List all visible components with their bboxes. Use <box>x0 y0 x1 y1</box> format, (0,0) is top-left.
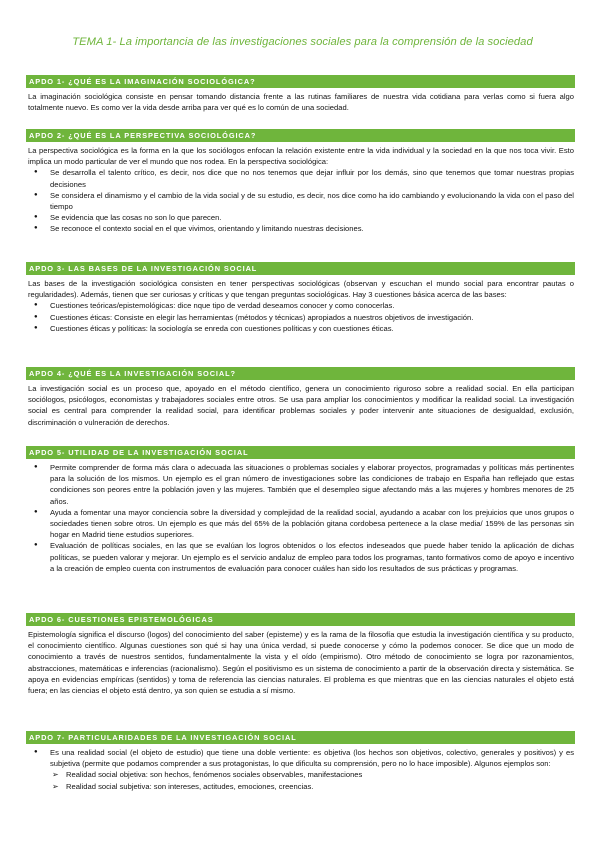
section-paragraph: La imaginación sociológica consiste en pensar tomando distancia frente a las rutinas familiares de nuestra vida cotidiana para verlas como si fuera algo totalmente nuevo. Es como ver la vida desde arriba para ver qué es lo común de una sociedad. <box>28 92 574 113</box>
section-heading-1: APDO 1- ¿QUÉ ES LA IMAGINACIÓN SOCIOLÓGICA? <box>26 75 575 88</box>
section-paragraph: Epistemología significa el discurso (logos) del conocimiento del saber (episteme) y es la rama de la filosofía que estudia la investigación científica y su producto, el conocimiento científico. Algunas cuestiones son qué si hay una única verdad, si puede conocerse y cómo la podemos conocer. Se dice que un modo de conocimiento a través de nuestros sentidos, fundamentalmente la vista y el oído (empirismo). Otro método de conocimiento se logra por razonamientos, abstracciones, matemáticas e inferencias (racionalismo). Según el positivismo es un sistema de conocimiento a partir de la observación directa y sistemática. Se apoya en evidencias empíricas (sentidos) y toma de referencia las ciencias naturales. El problema es que mientras que en las ciencias naturales el objeto está fuera; en las ciencias el objeto está dentro, ya son quien se estudia a sí mismo. <box>28 630 574 696</box>
document-title: TEMA 1- La importancia de las investigaciones sociales para la comprensión de la sociedad <box>72 36 533 48</box>
section-body-5 <box>28 462 574 574</box>
section-heading-3: APDO 3- LAS BASES DE LA INVESTIGACIÓN SOCIAL <box>26 262 575 275</box>
section-body-2 <box>28 145 574 235</box>
section-heading-4: APDO 4- ¿QUÉ ES LA INVESTIGACIÓN SOCIAL? <box>26 367 575 380</box>
section-heading-5: APDO 5- UTILIDAD DE LA INVESTIGACIÓN SOCIAL <box>26 446 575 459</box>
list-item: ● Se desarrolla el talento crítico, es decir, nos dice que no nos tenemos que dejar influir por los demás, sino que tenemos que tomar nuestras propias decisiones <box>28 167 574 189</box>
list-item: ● Permite comprender de forma más clara o adecuada las situaciones o problemas sociales y elaborar proyectos, programadas y políticas más pertinentes para la solución de los mismos. Un ejemplo es el gran número de investigaciones sobre las condiciones de trabajo en España han reflejado que estas condiciones son peores entre la población joven y las mujeres. También que el desempleo sigue afectando más a las mujeres y hombres menores de 25 años. <box>28 462 574 507</box>
list-item: ● Cuestiones teóricas/epistemológicas: dice nque tipo de verdad deseamos conocer y como conocerlas. <box>28 300 574 311</box>
list-item: ● Se evidencia que las cosas no son lo que parecen. <box>28 212 574 223</box>
section-paragraph: Las bases de la investigación sociológica consisten en tener perspectivas sociológicas (observan y escuchan el mundo social para encontrar pautas o regularidades). Además, tienen que ser curiosas y críticas y que tengan preguntas sociológicas. Hay 3 cuestiones básica acerca de las bases: <box>28 279 574 300</box>
bullet-list <box>28 462 574 574</box>
section-body-1 <box>28 91 574 113</box>
list-item: ● Es una realidad social (el objeto de estudio) que tiene una doble vertiente: es objetiva (los hechos son objetivos, colectivo, generales y positivos) y es subjetiva (permite que podamos comprender a sus protagonistas, lo que dificulta su comprensión, pero no lo hace imposible). Algunos ejemplos son: <box>28 747 574 769</box>
section-paragraph: La perspectiva sociológica es la forma en la que los sociólogos enfocan la relación existente entre la vida individual y la sociedad en la que nos toca vivir. Esto implica un modo particular de ver el mundo que nos rodea. En la perspectiva sociológica: <box>28 146 574 167</box>
list-item: ● Se reconoce el contexto social en el que vivimos, orientando y limitando nuestras decisiones. <box>28 223 574 234</box>
bullet-list <box>28 167 574 234</box>
section-heading-2: APDO 2- ¿QUÉ ES LA PERSPECTIVA SOCIOLÓGICA? <box>26 129 575 142</box>
bullet-list <box>28 747 574 792</box>
list-item: ● Se considera el dinamismo y el cambio de la vida social y de su estudio, es decir, nos dice como ha ido cambiando y evolucionando la vida con el paso del tiempo <box>28 190 574 212</box>
list-item: ● Evaluación de políticas sociales, en las que se evalúan los logros obtenidos o los efectos indeseados que puede haber tenido la aplicación de dichas políticas, se pueden valorar y mejorar. Un ejemplo es el servicio andaluz de empleo para todos los programas, tanto formativos como de apoyo e incentivo a la creación de empleo cuenta con instrumentos de evaluación para conocer cuáles han sido los resultados de sus prácticas y programas. <box>28 540 574 574</box>
section-paragraph: La investigación social es un proceso que, apoyado en el método científico, genera un conocimiento riguroso sobre a realidad social. En ella participan sociólogos, psicólogos, economistas y trabajadores sociales entre otros. Se usa para ampliar los conocimientos y modificar la realidad social. La investigación social es central para comprender la realidad social, para identificar problemas sociales y poder intervenir ante situaciones de desigualdad, exclusión, discriminación o vulneración de derechos. <box>28 384 574 427</box>
sub-list-item: ➢ Realidad social objetiva: son hechos, fenómenos sociales observables, manifestaciones <box>28 769 574 780</box>
list-item: ● Cuestiones éticas: Consiste en elegir las herramientas (métodos y técnicas) apropiados a nuestros objetivos de investigación. <box>28 312 574 323</box>
section-heading-6: APDO 6- CUESTIONES EPISTEMOLÓGICAS <box>26 613 575 626</box>
list-item: ● Cuestiones éticas y políticas: la sociología se enreda con cuestiones políticas y con cuestiones éticas. <box>28 323 574 334</box>
section-heading-7: APDO 7- PARTICULARIDADES DE LA INVESTIGACIÓN SOCIAL <box>26 731 575 744</box>
section-body-6 <box>28 629 574 696</box>
section-body-7 <box>28 747 574 792</box>
section-body-4 <box>28 383 574 428</box>
section-body-3 <box>28 278 574 334</box>
list-item: ● Ayuda a fomentar una mayor conciencia sobre la diversidad y complejidad de la realidad social, ayudando a acabar con los prejuicios que unos grupos o sociedades tienen sobre otros. Un ejemplo es que más del 65% de la población gitana cordobesa pertenece a la clase media/ 159% de las personas sin hogar en Madrid tiene estudios superiores. <box>28 507 574 541</box>
sub-list-item: ➢ Realidad social subjetiva: son intereses, actitudes, emociones, creencias. <box>28 781 574 792</box>
bullet-list <box>28 300 574 334</box>
